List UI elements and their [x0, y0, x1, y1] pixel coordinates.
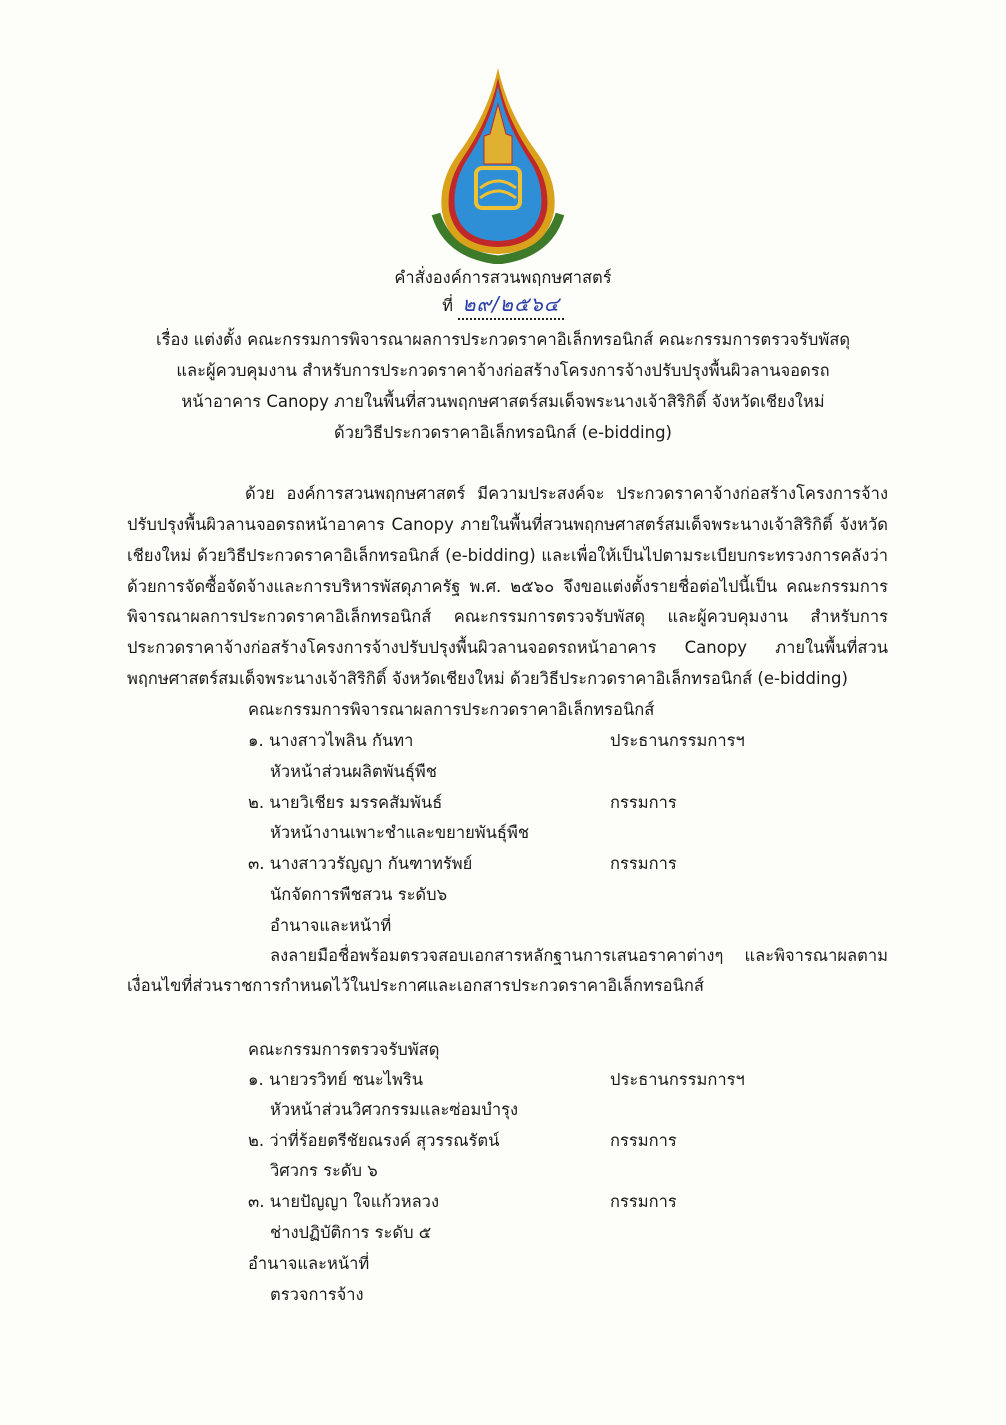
committee1-title: คณะกรรมการพิจารณาผลการประกวดราคาอิเล็กทรอนิกส์	[248, 700, 655, 719]
subject-line: ด้วยวิธีประกวดราคาอิเล็กทรอนิกส์ (e-bidding)	[334, 423, 672, 442]
organization-logo	[428, 64, 568, 264]
member-name: ๓. นางสาววรัญญา กันฑาทรัพย์	[248, 854, 473, 873]
body-line: เชียงใหม่ ด้วยวิธีประกวดราคาอิเล็กทรอนิกส์ (e-bidding) และเพื่อให้เป็นไปตามระเบียบกระทรวงการคลังว่า	[127, 546, 888, 565]
body-line: ประกวดราคาจ้างก่อสร้างโครงการจ้างปรับปรุงพื้นผิวลานจอดรถหน้าอาคาร Canopy ภายในพื้นที่สวน	[127, 638, 888, 657]
body-line: พฤกษศาสตร์สมเด็จพระนางเจ้าสิริกิติ์ จังหวัดเชียงใหม่ ด้วยวิธีประกวดราคาอิเล็กทรอนิกส์ (e-bidding)	[127, 669, 848, 688]
duty-line: เงื่อนไขที่ส่วนราชการกำหนดไว้ในประกาศและเอกสารประกวดราคาอิเล็กทรอนิกส์	[127, 976, 704, 995]
body-line: พิจารณาผลการประกวดราคาอิเล็กทรอนิกส์ คณะกรรมการตรวจรับพัสดุ และผู้ควบคุมงาน สำหรับการ	[127, 607, 888, 626]
body-line: ด้วยการจัดซื้อจัดจ้างและการบริหารพัสดุภาครัฐ พ.ศ. ๒๕๖๐ จึงขอแต่งตั้งรายชื่อต่อไปนี้เป็น คณะกรรมการ	[127, 577, 888, 596]
member-position: วิศวกร ระดับ ๖	[270, 1161, 378, 1180]
member-name: ๑. นายวรวิทย์ ชนะไพริน	[248, 1070, 424, 1089]
member-name: ๓. นายปัญญา ใจแก้วหลวง	[248, 1192, 440, 1211]
member-position: หัวหน้างานเพาะชำและขยายพันธุ์พืช	[270, 823, 530, 842]
member-role: กรรมการ	[610, 1131, 677, 1150]
member-role: กรรมการ	[610, 854, 677, 873]
body-line: ปรับปรุงพื้นผิวลานจอดรถหน้าอาคาร Canopy ภายในพื้นที่สวนพฤกษศาสตร์สมเด็จพระนางเจ้าสิริกิติ์ จังหวัด	[127, 515, 888, 534]
committee2-title: คณะกรรมการตรวจรับพัสดุ	[248, 1040, 440, 1059]
member-role: ประธานกรรมการฯ	[610, 731, 745, 750]
order-number	[0, 292, 1006, 320]
member-position: หัวหน้าส่วนผลิตพันธุ์พืช	[270, 762, 437, 781]
document-title: คำสั่งองค์การสวนพฤกษศาสตร์	[394, 268, 612, 287]
member-name: ๒. ว่าที่ร้อยตรีชัยณรงค์ สุวรรณรัตน์	[248, 1131, 500, 1150]
order-number-value: ๒๙/๒๕๖๔	[462, 292, 560, 316]
order-number-label: ที่	[442, 296, 453, 315]
member-role: กรรมการ	[610, 793, 677, 812]
member-name: ๑. นางสาวไพลิน กันทา	[248, 731, 414, 750]
member-role: ประธานกรรมการฯ	[610, 1070, 745, 1089]
member-name: ๒. นายวิเชียร มรรคสัมพันธ์	[248, 793, 443, 812]
duty-label: อำนาจและหน้าที่	[270, 916, 392, 935]
subject-line: หน้าอาคาร Canopy ภายในพื้นที่สวนพฤกษศาสตร์สมเด็จพระนางเจ้าสิริกิติ์ จังหวัดเชียงใหม่	[181, 392, 825, 411]
member-role: กรรมการ	[610, 1192, 677, 1211]
duty-line: ตรวจการจ้าง	[270, 1285, 364, 1304]
subject-line: และผู้ควบคุมงาน สำหรับการประกวดราคาจ้างก่อสร้างโครงการจ้างปรับปรุงพื้นผิวลานจอดรถ	[176, 361, 830, 380]
body-line: ด้วย องค์การสวนพฤกษศาสตร์ มีความประสงค์จะ ประกวดราคาจ้างก่อสร้างโครงการจ้าง	[245, 484, 888, 503]
duty-line: ลงลายมือชื่อพร้อมตรวจสอบเอกสารหลักฐานการเสนอราคาต่างๆ และพิจารณาผลตาม	[270, 946, 888, 965]
member-position: หัวหน้าส่วนวิศวกรรมและซ่อมบำรุง	[270, 1100, 519, 1119]
duty-label: อำนาจและหน้าที่	[248, 1254, 370, 1273]
member-position: ช่างปฏิบัติการ ระดับ ๕	[270, 1223, 432, 1242]
member-position: นักจัดการพืชสวน ระดับ๖	[270, 885, 448, 904]
subject-line: เรื่อง แต่งตั้ง คณะกรรมการพิจารณาผลการประกวดราคาอิเล็กทรอนิกส์ คณะกรรมการตรวจรับพัสดุ	[155, 330, 851, 349]
